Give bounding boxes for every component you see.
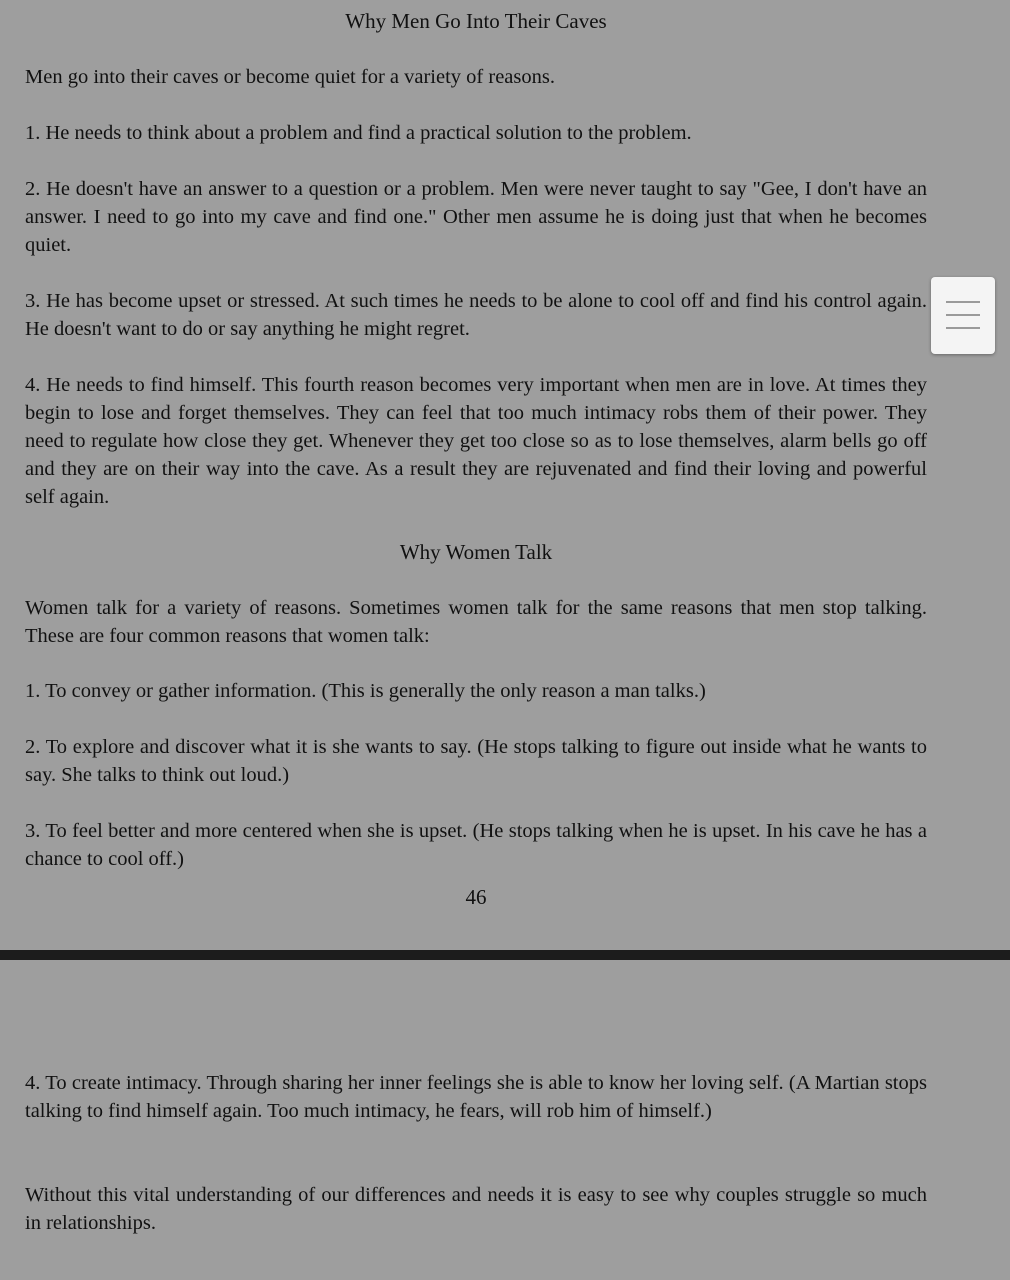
- page-bottom: [0, 960, 1010, 1280]
- men-reason-4: 4. He needs to find himself. This fourth reason becomes very important when men are in love. At times they begin to lose and forget themselves. They can feel that too much intimacy robs them of their power. They need to regulate how close they get. Whenever they get too close so as to lose themselves, alarm bells go off and they are on their way into the cave. As a result they are rejuvenated and find their loving and powerful self again.: [25, 374, 927, 508]
- intro-paragraph-men: Men go into their caves or become quiet for a variety of reasons.: [25, 66, 555, 88]
- page-number: 46: [465, 885, 487, 909]
- women-reason-4: 4. To create intimacy. Through sharing her inner feelings she is able to know her loving self. (A Martian stops talking to find himself again. Too much intimacy, he fears, will rob him of himself.): [25, 1072, 927, 1122]
- men-reason-3: 3. He has become upset or stressed. At such times he needs to be alone to cool off and find his control again. He doesn't want to do or say anything he might regret.: [25, 290, 927, 340]
- intro-paragraph-women: Women talk for a variety of reasons. Sometimes women talk for the same reasons that men stop talking. These are four common reasons that women talk:: [25, 597, 927, 647]
- menu-button[interactable]: [931, 277, 995, 354]
- section-heading-women: Why Women Talk: [399, 540, 553, 564]
- conclusion-paragraph: Without this vital understanding of our differences and needs it is easy to see why couples struggle so much in relationships.: [25, 1184, 927, 1234]
- men-reason-1: 1. He needs to think about a problem and find a practical solution to the problem.: [25, 122, 692, 144]
- section-heading-men: Why Men Go Into Their Caves: [345, 9, 607, 33]
- women-reason-1: 1. To convey or gather information. (This is generally the only reason a man talks.): [25, 680, 706, 702]
- women-reason-2: 2. To explore and discover what it is she wants to say. (He stops talking to figure out inside what he wants to say. She talks to think out loud.): [25, 736, 927, 786]
- women-reason-3: 3. To feel better and more centered when she is upset. (He stops talking when he is upset. In his cave he has a chance to cool off.): [25, 820, 927, 870]
- men-reason-2: 2. He doesn't have an answer to a question or a problem. Men were never taught to say "Gee, I don't have an answer. I need to go into my cave and find one." Other men assume he is doing just that when he becomes quiet.: [25, 178, 927, 256]
- page-divider: [0, 950, 1010, 960]
